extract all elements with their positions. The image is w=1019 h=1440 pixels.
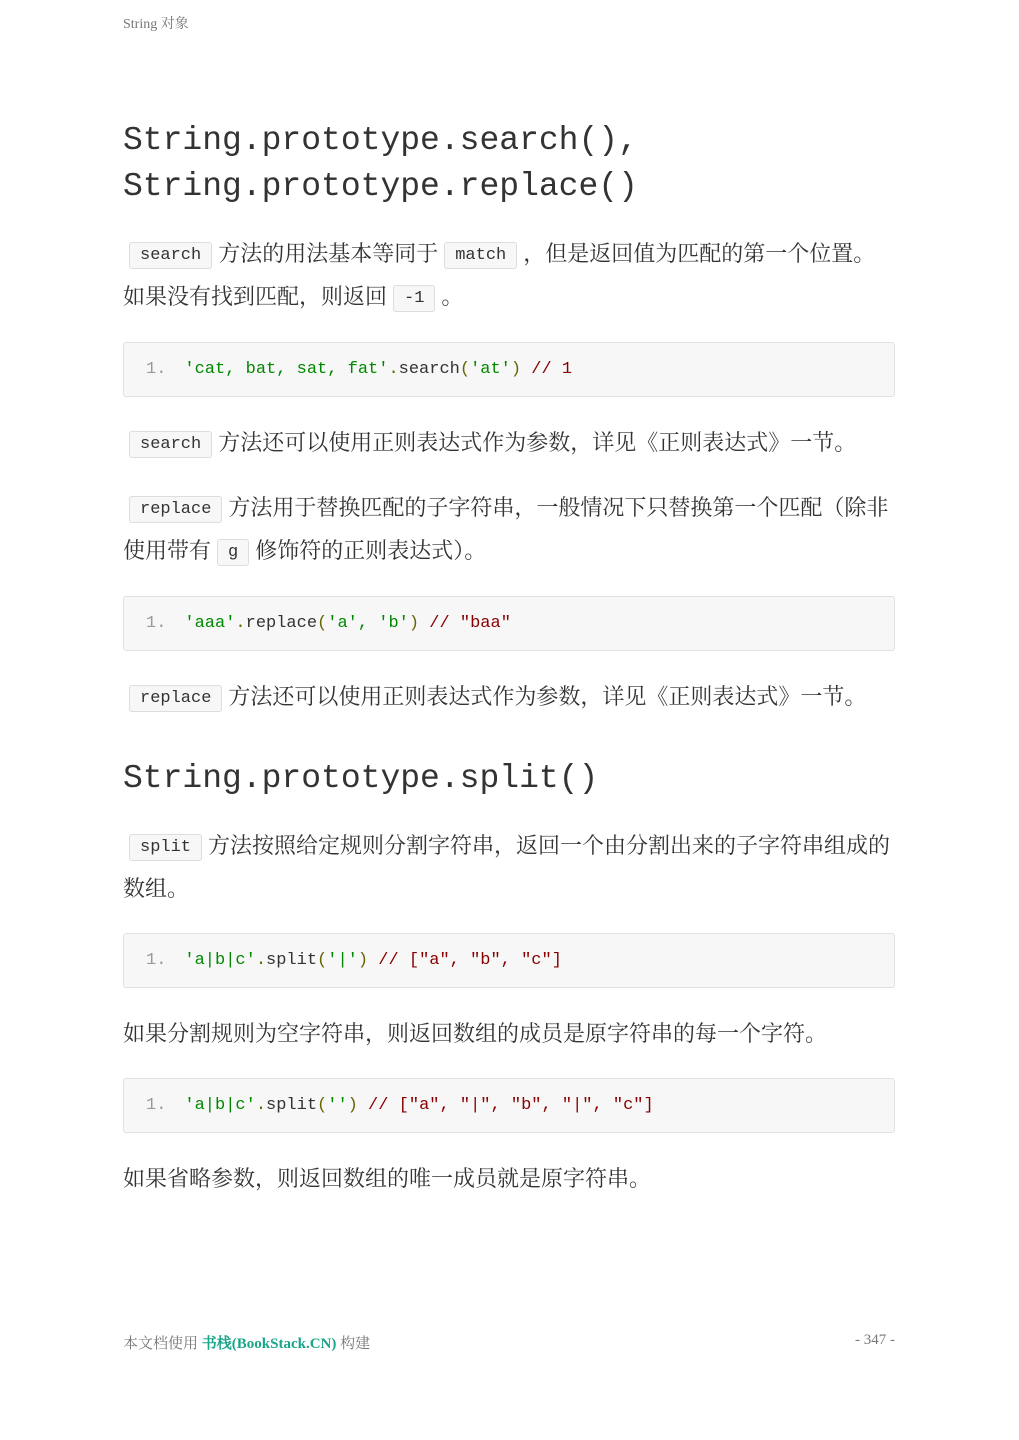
code-function: search xyxy=(398,360,460,379)
paragraph-text: 方法用于替换匹配的子字符串，一般情况下只替换第一个匹配（除非使用带有 xyxy=(123,496,889,564)
paragraph-text: 。 xyxy=(441,285,464,310)
paragraph-replace-regex xyxy=(123,677,895,720)
code-block xyxy=(123,1078,895,1133)
title-line-1: String.prototype.search(), xyxy=(123,122,638,159)
paragraph-split-intro xyxy=(123,826,895,911)
section-title-search-replace xyxy=(123,118,895,210)
code-argument: '|' xyxy=(327,951,358,970)
paragraph-replace-intro xyxy=(123,488,895,574)
inline-code: search xyxy=(129,431,212,458)
paragraph-split-empty: 如果分割规则为空字符串，则返回数组的成员是原字符串的每一个字符。 xyxy=(123,1022,828,1047)
title-line-2: String.prototype.replace() xyxy=(123,168,638,205)
code-string: 'a|b|c' xyxy=(184,951,256,970)
page-number: - 347 - xyxy=(855,1332,895,1348)
code-punctuation: ( xyxy=(317,951,328,970)
code-comment: // ["a", "|", "b", "|", "c"] xyxy=(357,1096,654,1115)
code-function: split xyxy=(266,951,318,970)
code-punctuation: ) xyxy=(510,360,522,379)
code-punctuation: ( xyxy=(459,360,471,379)
paragraph-search-intro xyxy=(123,234,895,320)
inline-code: split xyxy=(129,834,202,861)
code-argument: 'a', 'b' xyxy=(327,614,409,633)
inline-code: g xyxy=(217,539,249,566)
code-function: replace xyxy=(245,614,318,633)
paragraph-text: 方法按照给定规则分割字符串，返回一个由分割出来的子字符串组成的数组。 xyxy=(123,834,891,902)
inline-code: replace xyxy=(129,685,222,712)
line-number: 1. xyxy=(146,1096,167,1115)
inline-code: search xyxy=(129,242,212,269)
code-punctuation: ) xyxy=(357,951,369,970)
code-block xyxy=(123,596,895,651)
footer-credit xyxy=(123,1332,370,1353)
line-number: 1. xyxy=(146,360,167,379)
code-punctuation: . xyxy=(235,614,246,633)
section-gap xyxy=(123,742,895,756)
line-number: 1. xyxy=(146,951,167,970)
paragraph-text: 修饰符的正则表达式）。 xyxy=(255,539,487,564)
footer-suffix: 构建 xyxy=(336,1336,371,1352)
code-string: 'a|b|c' xyxy=(184,1096,256,1115)
page-content xyxy=(123,118,895,1223)
footer-prefix: 本文档使用 xyxy=(123,1336,202,1352)
code-punctuation: ) xyxy=(408,614,420,633)
footer-brand-link[interactable]: 书栈(BookStack.CN) xyxy=(201,1336,337,1352)
inline-code: match xyxy=(444,242,517,269)
code-punctuation: . xyxy=(255,951,267,970)
code-block xyxy=(123,342,895,397)
paragraph-split-omit: 如果省略参数，则返回数组的唯一成员就是原字符串。 xyxy=(123,1167,652,1192)
code-function: split xyxy=(266,1096,318,1115)
paragraph-text: 方法还可以使用正则表达式作为参数，详见《正则表达式》一节。 xyxy=(228,685,867,710)
code-comment: // "baa" xyxy=(419,614,511,633)
code-punctuation: . xyxy=(388,360,399,379)
code-argument: 'at' xyxy=(470,360,511,379)
code-comment: // 1 xyxy=(521,360,573,379)
running-header: String 对象 xyxy=(123,17,189,32)
code-string: 'cat, bat, sat, fat' xyxy=(184,360,389,379)
code-argument: '' xyxy=(327,1096,348,1115)
paragraph-text: ，但是返回值为匹配的第一个位置。如果没有找到匹配，则返回 xyxy=(123,242,876,310)
code-punctuation: ( xyxy=(317,1096,328,1115)
code-string: 'aaa' xyxy=(184,614,236,633)
section-title-split: String.prototype.split() xyxy=(123,760,599,797)
line-number: 1. xyxy=(146,614,167,633)
code-punctuation: ) xyxy=(347,1096,358,1115)
inline-code: -1 xyxy=(393,285,435,312)
code-punctuation: . xyxy=(255,1096,267,1115)
paragraph-text: 方法还可以使用正则表达式作为参数，详见《正则表达式》一节。 xyxy=(218,431,857,456)
code-comment: // ["a", "b", "c"] xyxy=(368,951,562,970)
code-block xyxy=(123,933,895,988)
paragraph-search-regex xyxy=(123,423,895,466)
code-punctuation: ( xyxy=(317,614,328,633)
inline-code: replace xyxy=(129,496,222,523)
paragraph-text: 方法的用法基本等同于 xyxy=(218,242,439,267)
